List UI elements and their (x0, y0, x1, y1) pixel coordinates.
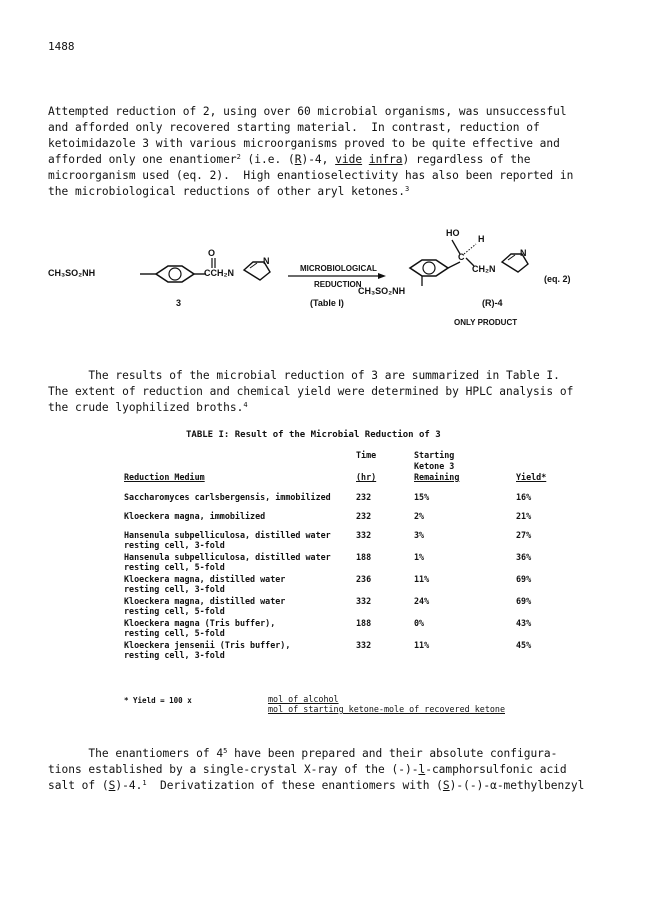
cell-remaining: 11% (414, 574, 430, 584)
equation-label: (eq. 2) (544, 274, 571, 284)
fraction-numerator: mol of alcohol (268, 694, 339, 704)
cell-remaining: 24% (414, 596, 430, 606)
cell-remaining: 2% (414, 511, 425, 521)
arrow-head (378, 273, 386, 279)
cell-medium: Hansenula subpelliculosa, distilled water resting cell, 3-fold (124, 530, 331, 550)
citation-superscript: 2 (236, 153, 241, 161)
cell-time: 332 (356, 530, 372, 540)
text-line: the microbiological reductions of other aryl ketones. (48, 185, 405, 198)
cell-remaining: 15% (414, 492, 430, 502)
carbonyl-oxygen: O (208, 248, 216, 258)
text-fragment: Derivatization of these enantiomers with ( (146, 779, 443, 792)
cell-time: 236 (356, 574, 372, 584)
cell-time: 188 (356, 618, 372, 628)
bond-line (448, 262, 460, 268)
cell-medium: Kloeckera jensenii (Tris buffer), resting cell, 3-fold (124, 640, 291, 660)
latin-term: vide (335, 153, 363, 166)
reaction-scheme (48, 222, 638, 342)
arrow-top-label: MICROBIOLOGICAL (300, 264, 377, 273)
text-fragment: (i.e. ( (240, 153, 295, 166)
table-reference: (Table I) (310, 298, 344, 308)
latin-term: infra (368, 153, 403, 166)
stereo-descriptor: R (294, 153, 302, 166)
text-fragment: )-4, (301, 153, 336, 166)
cell-medium: Kloeckera magna, distilled water resting cell, 3-fold (124, 574, 286, 594)
cell-time: 332 (356, 640, 372, 650)
hashed-wedge (464, 244, 476, 254)
header-yield: Yield* (516, 472, 547, 482)
imidazole-n-label: N (263, 256, 270, 266)
aromatic-circle (423, 262, 435, 274)
text-line: ketoimidazole 3 with various microorganisms proved to be quite effective and (48, 137, 560, 150)
product-label: (R)-4 (482, 298, 503, 308)
cell-yield: 45% (516, 640, 532, 650)
cell-remaining: 11% (414, 640, 430, 650)
stereo-descriptor: S (108, 779, 116, 792)
page-number: 1488 (48, 40, 75, 53)
paragraph-intro (48, 104, 638, 200)
product-chain: CH₂N (472, 264, 496, 274)
text-line: the crude lyophilized broths. (48, 401, 244, 414)
chiral-carbon-label: C (458, 252, 465, 262)
table-footnote: * Yield = 100 x (124, 696, 192, 705)
fraction-denominator: mol of starting ketone-mole of recovered ketone (268, 704, 505, 714)
text-fragment: tions established by a single-crystal X-ray of the (-)- (48, 763, 419, 776)
text-fragment (362, 153, 369, 166)
paragraph-enantiomers (48, 746, 638, 794)
cell-yield: 21% (516, 511, 532, 521)
only-product-label: ONLY PRODUCT (454, 318, 518, 327)
citation-superscript: 5 (223, 747, 228, 755)
stereo-descriptor: S (442, 779, 450, 792)
arrow-bottom-label: REDUCTION (314, 280, 362, 289)
text-line: The results of the microbial reduction of 3 are summarized in Table I. (48, 369, 560, 382)
yield-fraction (268, 694, 505, 714)
cell-medium: Kloeckera magna, distilled water resting cell, 5-fold (124, 596, 286, 616)
aromatic-circle (169, 268, 181, 280)
cell-medium: Hansenula subpelliculosa, distilled water resting cell, 5-fold (124, 552, 331, 572)
text-line: Attempted reduction of 2, using over 60 microbial organisms, was unsuccessful (48, 105, 567, 118)
cell-time: 232 (356, 492, 372, 502)
cell-yield: 16% (516, 492, 532, 502)
text-fragment: )-(-)-α-methylbenzyl (449, 779, 585, 792)
citation-superscript: 4 (243, 401, 248, 409)
text-fragment: have been prepared and their absolute configura- (227, 747, 558, 760)
cell-medium: Kloeckera magna, immobilized (124, 511, 266, 521)
cell-yield: 43% (516, 618, 532, 628)
text-fragment: The enantiomers of 4 (48, 747, 224, 760)
product-sulfonamide: CH₃SO₂NH (358, 286, 406, 296)
header-remaining-1: Starting (414, 450, 455, 460)
paragraph-results (48, 368, 638, 416)
cell-medium: Kloeckera magna (Tris buffer), resting cell, 5-fold (124, 618, 276, 638)
cell-time: 188 (356, 552, 372, 562)
cell-yield: 69% (516, 574, 532, 584)
cell-time: 232 (356, 511, 372, 521)
cell-time: 332 (356, 596, 372, 606)
header-time: Time (356, 450, 377, 460)
cell-remaining: 1% (414, 552, 425, 562)
header-time-unit: (hr) (356, 472, 377, 482)
text-line: microorganism used (eq. 2). High enantioselectivity has also been reported in (48, 169, 574, 182)
table-title: TABLE I: Result of the Microbial Reduction of 3 (186, 430, 441, 440)
citation-superscript: 1 (142, 779, 147, 787)
text-fragment: )-4. (115, 779, 143, 792)
header-medium: Reduction Medium (124, 472, 205, 482)
hydrogen-label: H (478, 234, 485, 244)
compound-3-label: 3 (176, 298, 182, 308)
header-remaining-2: Ketone 3 (414, 461, 455, 471)
cell-yield: 36% (516, 552, 532, 562)
stereo-descriptor: l (418, 763, 426, 776)
text-line: and afforded only recovered starting material. In contrast, reduction of (48, 121, 540, 134)
reactant-chain: CCH₂N (204, 268, 234, 278)
text-fragment: -camphorsulfonic acid (425, 763, 567, 776)
text-line: afforded only one enantiomer (48, 153, 237, 166)
cell-remaining: 0% (414, 618, 425, 628)
imidazole-n-label: N (520, 248, 527, 258)
cell-yield: 69% (516, 596, 532, 606)
header-remaining-3: Remaining (414, 472, 460, 482)
citation-superscript: 3 (404, 185, 410, 193)
text-fragment: ) regardless of the (402, 153, 531, 166)
hydroxyl-label: HO (446, 228, 460, 238)
cell-remaining: 3% (414, 530, 425, 540)
reactant-group: CH₃SO₂NH (48, 268, 96, 278)
text-fragment: salt of ( (48, 779, 109, 792)
cell-medium: Saccharomyces carlsbergensis, immobilized (124, 492, 331, 502)
text-line: The extent of reduction and chemical yield were determined by HPLC analysis of (48, 385, 574, 398)
cell-yield: 27% (516, 530, 532, 540)
